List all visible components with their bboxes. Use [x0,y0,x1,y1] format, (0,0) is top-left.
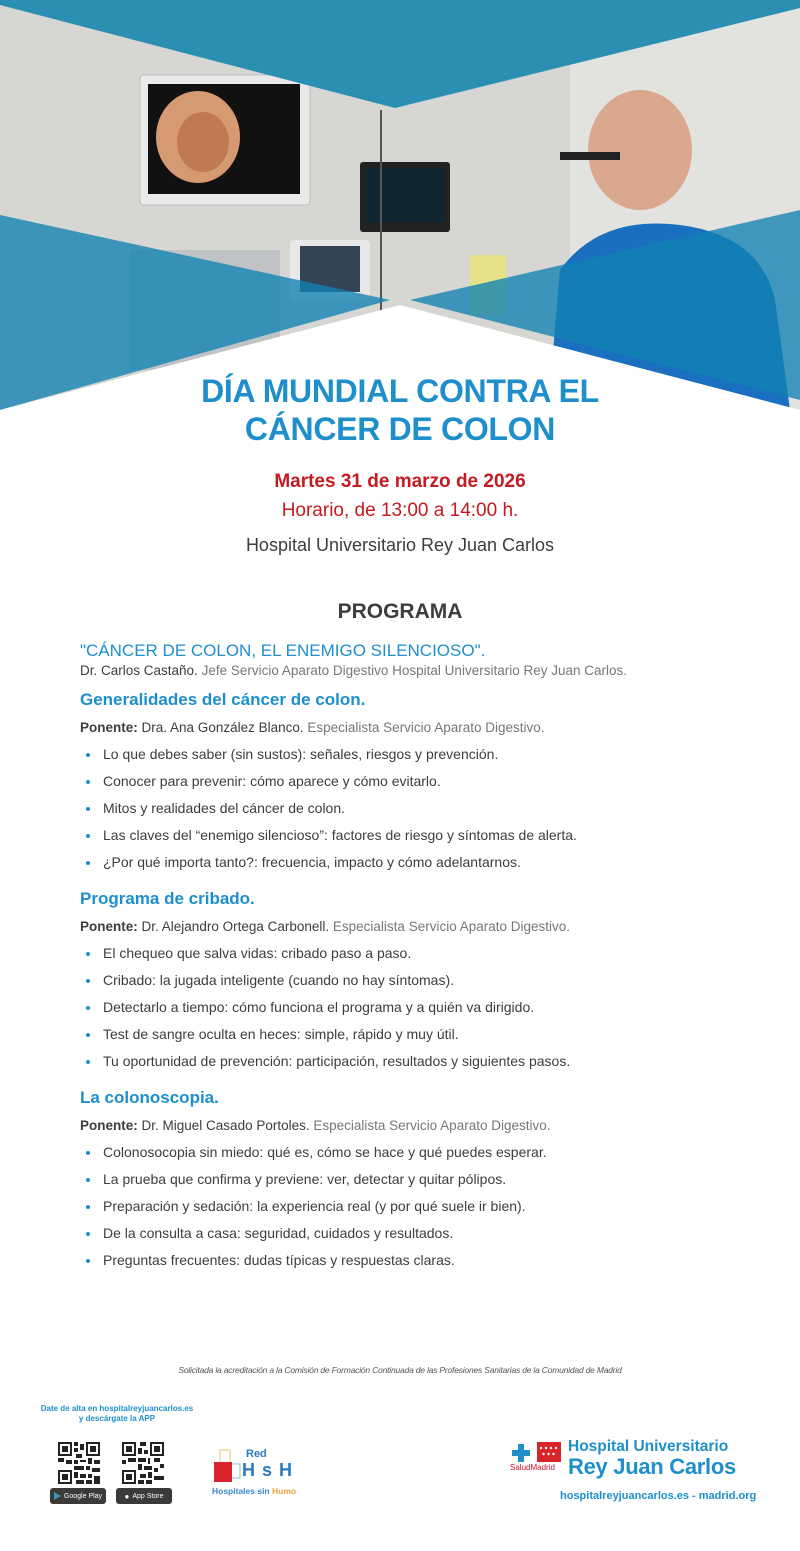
section-speaker [80,719,770,737]
list-item: Lo que debes saber (sin sustos): señales, riesgos y prevención. [80,741,770,768]
hospital-name-line-2: Rey Juan Carlos [568,1454,736,1479]
event-date: Martes 31 de marzo de 2026 [274,471,526,492]
google-play-label: Google Play [63,1492,103,1500]
section-generalidades [80,689,770,876]
app-cta [22,1404,212,1424]
speaker-role: Especialista Servicio Aparato Digestivo. [307,720,545,735]
speaker-role: Especialista Servicio Aparato Digestivo. [313,1118,551,1133]
event-venue: Hospital Universitario Rey Juan Carlos [245,535,555,555]
list-item: Tu oportunidad de prevención: participación, resultados y siguientes pasos. [80,1048,770,1075]
google-play-icon [54,1492,61,1500]
opening-talk-speaker [80,662,770,680]
speaker-name: Dr. Carlos Castaño. [80,663,198,678]
app-cta-line-1: Date de alta en hospitalreyjuancarlos.es [40,1404,194,1413]
qr-code-google-play[interactable] [58,1442,100,1484]
hsh-subtitle-a: Hospitales sin [212,1486,272,1496]
program-content [80,640,770,1274]
list-item: Detectarlo a tiempo: cómo funciona el programa y a quién va dirigido. [80,994,770,1021]
list-item: Cribado: la jugada inteligente (cuando no hay síntomas). [80,967,770,994]
app-store-label: App Store [132,1492,164,1500]
hsh-red-label: Red [246,1448,267,1460]
hsh-subtitle [212,1486,296,1496]
list-item: Test de sangre oculta en heces: simple, rápido y muy útil. [80,1021,770,1048]
list-item: De la consulta a casa: seguridad, cuidados y resultados. [80,1220,770,1247]
accreditation-note: Solicitada la acreditación a la Comisión de Formación Continuada de las Profesiones Sanitarias de la Comunidad de Madrid [178,1365,622,1375]
list-item: La prueba que confirma y previene: ver, detectar y quitar pólipos. [80,1166,770,1193]
topic-list [80,741,770,876]
section-speaker [80,918,770,936]
list-item: El chequeo que salva vidas: cribado paso a paso. [80,940,770,967]
list-item: Colonosocopia sin miedo: qué es, cómo se hace y qué puedes esperar. [80,1139,770,1166]
topic-list [80,1139,770,1274]
google-play-badge[interactable] [50,1488,106,1504]
qr-code-app-store[interactable] [122,1442,164,1484]
hospital-logo [510,1438,770,1508]
salud-madrid-label: SaludMadrid [510,1463,555,1472]
title-line-1: DÍA MUNDIAL CONTRA EL [201,373,599,409]
opening-talk-title: "CÁNCER DE COLON, EL ENEMIGO SILENCIOSO". [80,641,486,660]
section-title: Generalidades del cáncer de colon. [80,690,366,709]
page-title [0,372,800,448]
speaker-role: Jefe Servicio Aparato Digestivo Hospital Universitario Rey Juan Carlos. [201,663,627,678]
speaker-name: Dr. Alejandro Ortega Carbonell. [141,919,330,934]
speaker-name: Dra. Ana González Blanco. [141,720,304,735]
app-store-badge[interactable] [116,1488,172,1504]
event-time: Horario, de 13:00 a 14:00 h. [281,500,519,521]
hsh-subtitle-b: Humo [272,1486,297,1496]
section-title: Programa de cribado. [80,889,255,908]
section-cribado [80,888,770,1075]
title-line-2: CÁNCER DE COLON [244,411,556,447]
opening-talk [80,640,770,680]
red-hsh-logo [210,1448,310,1500]
list-item: Mitos y realidades del cáncer de colon. [80,795,770,822]
topic-list [80,940,770,1075]
hero-banner [0,0,800,410]
hospital-urls[interactable]: hospitalreyjuancarlos.es - madrid.org [560,1490,757,1502]
hospital-name-line-1: Hospital Universitario [568,1438,729,1455]
section-title: La colonoscopia. [80,1088,219,1107]
hsh-letters: H s H [242,1460,294,1480]
speaker-role: Especialista Servicio Aparato Digestivo. [332,919,571,934]
list-item: Las claves del “enemigo silencioso”: factores de riesgo y síntomas de alerta. [80,822,770,849]
list-item: Preparación y sedación: la experiencia real (y por qué suele ir bien). [80,1193,770,1220]
list-item: ¿Por qué importa tanto?: frecuencia, impacto y cómo adelantarnos. [80,849,770,876]
speaker-name: Dr. Miguel Casado Portoles. [141,1118,310,1133]
section-colonoscopia [80,1087,770,1274]
apple-icon: ● [124,1491,130,1501]
program-heading: PROGRAMA [337,600,463,623]
speaker-label: Ponente: [80,720,138,735]
speaker-label: Ponente: [80,1118,138,1133]
list-item: Conocer para prevenir: cómo aparece y cómo evitarlo. [80,768,770,795]
list-item: Preguntas frecuentes: dudas típicas y respuestas claras. [80,1247,770,1274]
hero-image [0,0,800,410]
app-cta-line-2: y descárgate la APP [78,1414,156,1423]
speaker-label: Ponente: [80,919,138,934]
section-speaker [80,1117,770,1135]
